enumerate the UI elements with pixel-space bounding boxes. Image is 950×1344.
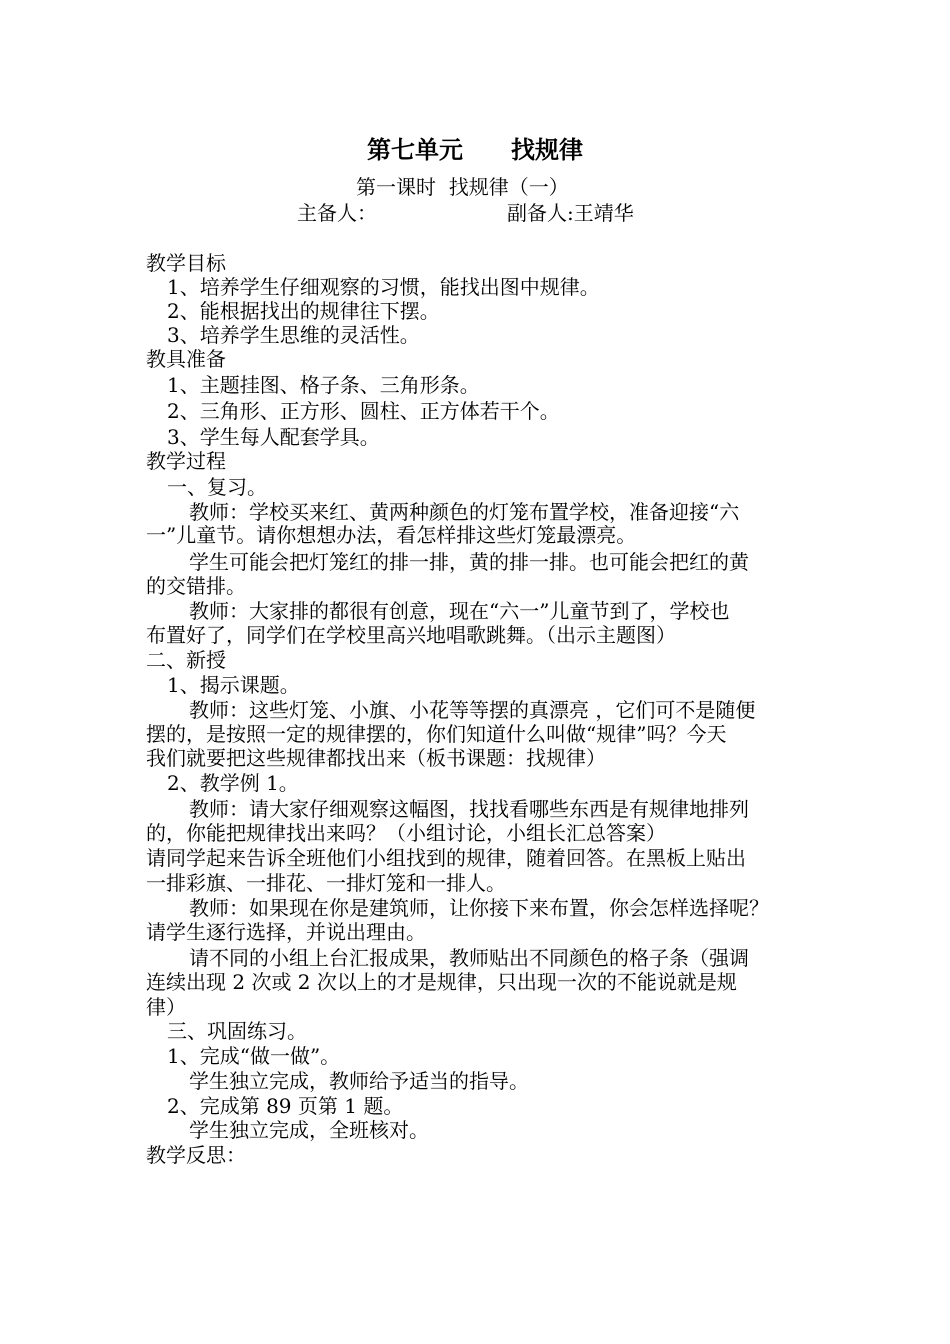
body-line: 请不同的小组上台汇报成果，教师贴出不同颜色的格子条（强调 [189,946,749,970]
lesson-title: 第一课时 找规律（一） [356,175,569,199]
body-line: 教学反思： [146,1143,246,1167]
body-line: 学生可能会把灯笼红的排一排，黄的排一排。也可能会把红的黄 [189,550,749,574]
assistant-preparer: 副备人:王靖华 [507,201,634,225]
body-line: 律） [146,995,186,1019]
body-line: 1、完成“做一做”。 [167,1044,341,1068]
body-line: 请学生逐行选择，并说出理由。 [146,920,426,944]
body-line: 的交错排。 [146,574,246,598]
body-line: 2、完成第 89 页第 1 题。 [167,1094,404,1118]
body-line: 学生独立完成，教师给予适当的指导。 [189,1069,529,1093]
body-line: 三、巩固练习。 [167,1019,307,1043]
body-line: 教师：这些灯笼、小旗、小花等等摆的真漂亮 ，它们可不是随便 [189,698,756,722]
body-line: 1、主题挂图、格子条、三角形条。 [167,373,480,397]
unit-title: 第七单元 找规律 [367,136,583,164]
body-line: 1、培养学生仔细观察的习惯，能找出图中规律。 [167,275,600,299]
body-line: 教师：学校买来红、黄两种颜色的灯笼布置学校，准备迎接“六 [189,500,740,524]
body-line: 3、学生每人配套学具。 [167,425,380,449]
body-line: 教师：大家排的都很有创意，现在“六一”儿童节到了，学校也 [189,599,730,623]
body-line: 我们就要把这些规律都找出来（板书课题：找规律） [146,746,606,770]
body-line: 的，你能把规律找出来吗？（小组讨论，小组长汇总答案） [146,821,666,845]
body-line: 2、教学例 1。 [167,771,299,795]
body-line: 教师：请大家仔细观察这幅图，找找看哪些东西是有规律地排列 [189,797,749,821]
body-line: 3、培养学生思维的灵活性。 [167,323,420,347]
body-line: 摆的，是按照一定的规律摆的，你们知道什么叫做“规律”吗？今天 [146,722,727,746]
main-preparer: 主备人： [297,201,377,225]
body-line: 教学目标 [146,251,226,275]
body-line: 教师：如果现在你是建筑师，让你接下来布置，你会怎样选择呢？ [189,896,769,920]
body-line: 连续出现 2 次或 2 次以上的才是规律，只出现一次的不能说就是规 [146,970,737,994]
body-line: 1、揭示课题。 [167,673,300,697]
body-line: 布置好了，同学们在学校里高兴地唱歌跳舞。（出示主题图） [146,623,676,647]
body-line: 2、能根据找出的规律往下摆。 [167,299,440,323]
body-line: 一”儿童节。请你想想办法，看怎样排这些灯笼最漂亮。 [146,523,637,547]
body-line: 请同学起来告诉全班他们小组找到的规律，随着回答。在黑板上贴出 [146,846,746,870]
body-line: 2、三角形、正方形、圆柱、正方体若干个。 [167,399,560,423]
body-line: 教具准备 [146,347,226,371]
body-line: 学生独立完成，全班核对。 [189,1118,429,1142]
body-line: 教学过程 [146,449,226,473]
body-line: 二、新授 [146,648,226,672]
body-line: 一排彩旗、一排花、一排灯笼和一排人。 [146,871,506,895]
body-line: 一、复习。 [167,475,267,499]
